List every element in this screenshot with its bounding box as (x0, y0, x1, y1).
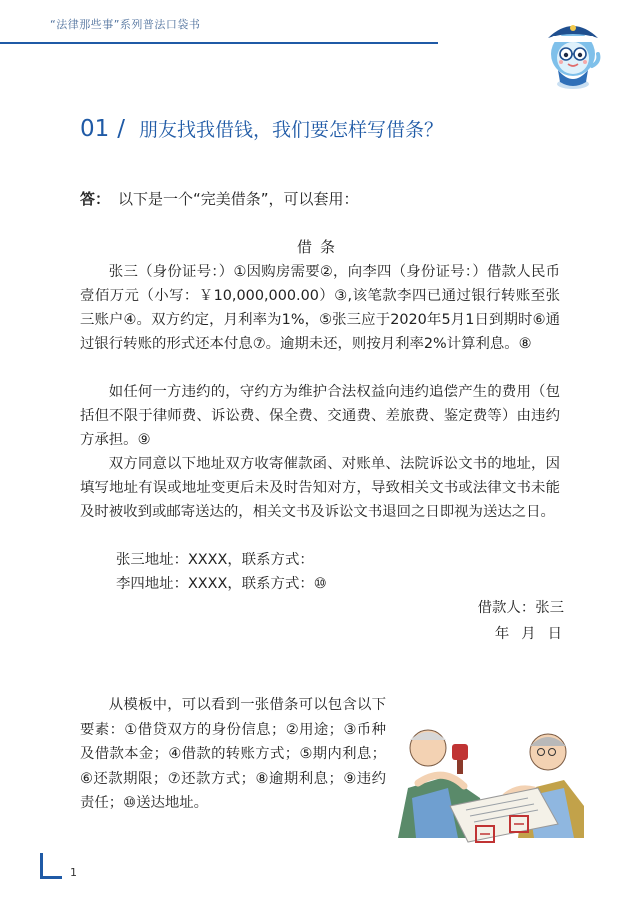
section-number: 01 (80, 116, 110, 142)
section-separator: / (117, 116, 126, 142)
page-corner-mark (40, 853, 62, 879)
police-mascot-icon (534, 12, 612, 90)
address-zhangsan: 张三地址：XXXX，联系方式： (116, 552, 314, 568)
elements-summary: 从模板中，可以看到一张借条可以包含以下要素：①借贷双方的身份信息；②用途；③币种及借款本金；④借款的转账方式；⑤期内利息；⑥还款期限；⑦还款方式；⑧逾期利息；⑨违约责任；⑩送达地址。 (80, 697, 386, 811)
borrower-signature: 借款人：张三 (477, 600, 564, 616)
section-title: 朋友找我借钱，我们要怎样写借条？ (139, 119, 444, 141)
page-number: 1 (70, 866, 77, 879)
iou-title: 借条 (296, 238, 343, 256)
answer-intro (80, 188, 359, 209)
header-divider (0, 42, 438, 44)
answer-text: 以下是一个“完美借条”，可以套用： (118, 190, 359, 208)
section-heading (80, 115, 443, 142)
iou-paragraph-service-address: 双方同意以下地址双方收寄催款函、对账单、法院诉讼文书的地址，因填写地址有误或地址变更后未及时告知对方，导致相关文书或法律文书未能及时被收到或邮寄送达的，相关文书及诉讼文书退回之日即视为送达之日。 (80, 456, 560, 520)
answer-lead: 答： (80, 190, 111, 208)
address-lisi: 李四地址：XXXX，联系方式：⑩ (116, 576, 327, 592)
signature-date: 年月日 (494, 626, 574, 642)
header-title: “法律那些事”系列普法口袋书 (50, 18, 201, 31)
iou-paragraph-loan-terms: 张三（身份证号：）①因购房需要②，向李四（身份证号：）借款人民币壹佰万元（小写：￥10,000,000.00）③,该笔款李四已通过银行转账至张三账户④。双方约定，月利率为1%，⑤张三应于2020年5月1日到期时⑥通过银行转账的形式还本付息⑦。逾期未还，则按月利率2%计算利息。⑧ (80, 264, 560, 352)
iou-paragraph-breach-costs: 如任何一方违约的，守约方为维护合法权益向违约追偿产生的费用（包括但不限于律师费、诉讼费、保全费、交通费、差旅费、鉴定费等）由违约方承担。⑨ (80, 384, 560, 448)
contract-signing-illustration (388, 688, 588, 848)
